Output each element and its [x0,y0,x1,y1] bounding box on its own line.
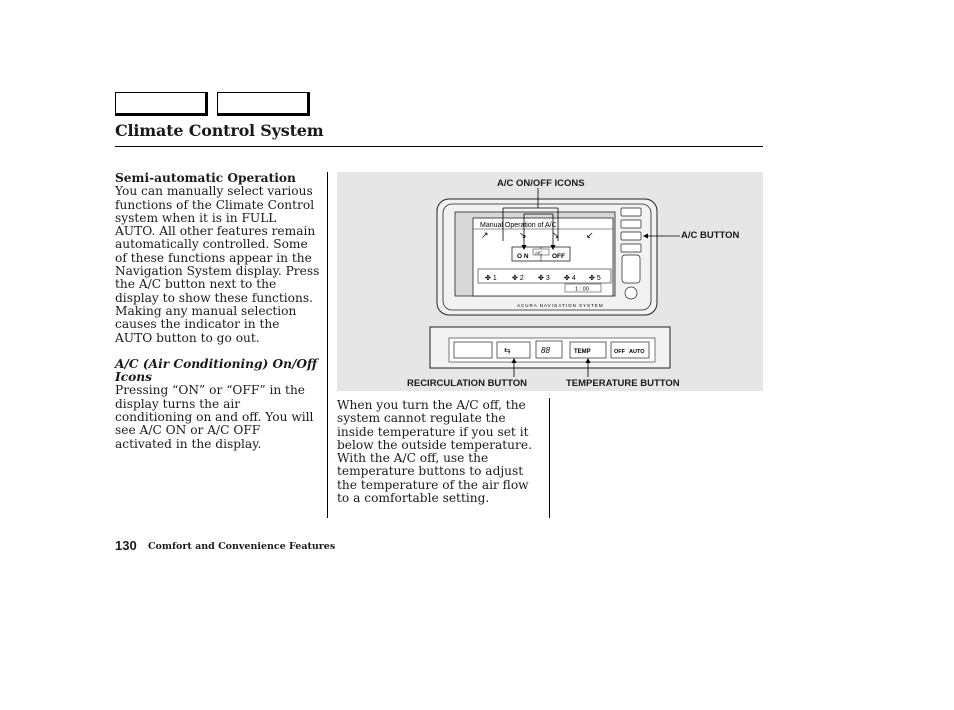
ac-on-icon[interactable]: O N [517,253,529,260]
ac-button[interactable] [621,232,641,240]
paragraph-semi-automatic: You can manually select various functions of the Climate Control system when it is in FULL AUTO. All other features remain automatically controlled. Some of these functions appear in the Navigation System display. Press the A/C button next to the display to show these functions. Making any manual selection causes the indicator in the AUTO button to go out. [115,184,320,345]
heading-semi-automatic: Semi-automatic Operation [115,171,296,185]
select-knob[interactable] [625,287,637,299]
paragraph-ac-off: When you turn the A/C off, the system cannot regulate the inside temperature if you set it below the outside temperature. With the A/C off, use the temperature buttons to adjust the temperature of the air flow to a comfortable setting. [337,398,532,506]
nav-button-4[interactable] [621,244,641,252]
label-recirculation-button: RECIRCULATION BUTTON [407,378,527,389]
left-column [115,172,320,451]
footer-section: Comfort and Convenience Features [148,541,336,552]
section-tab-1 [115,92,208,116]
title-rule [115,146,763,147]
nav-button-1[interactable] [621,208,641,216]
right-column [337,399,542,505]
mode-icon-2: ↘ [519,230,527,240]
page-title: Climate Control System [115,121,324,140]
mode-icon-1: ↗ [481,230,489,240]
page-number: 130 [115,538,137,553]
heading-ac-icons: A/C (Air Conditioning) On/Off Icons [115,356,318,385]
label-ac-onoff-icons: A/C ON/OFF ICONS [497,178,585,189]
fan-level-4[interactable]: ✤ 4 [564,275,576,282]
ac-off-icon[interactable]: OFF [552,253,565,260]
off-button-text: OFF [614,349,625,355]
screen-title: Manual Operation of A/C [480,222,557,229]
zoom-rocker[interactable] [622,255,640,283]
recirculation-icon: ⇆ [504,346,511,355]
brand-text: ACURA NAVIGATION SYSTEM [517,303,604,308]
fan-level-1[interactable]: ✤ 1 [485,275,497,282]
nav-button-2[interactable] [621,220,641,228]
screen-clock: 1 : 00 [575,286,589,293]
ac-tag: A/C [535,250,543,256]
fan-level-2[interactable]: ✤ 2 [512,275,524,282]
recirculation-button[interactable] [497,342,530,358]
mode-icon-3: ↘ [552,230,560,240]
label-ac-button: A/C BUTTON [681,230,740,241]
climate-figure [337,172,763,391]
climate-panel-illustration [337,172,763,391]
defrost-button[interactable] [454,342,492,358]
auto-text: AUTO [629,349,645,355]
section-tab-2 [217,92,310,116]
column-divider-left [327,172,328,518]
display-digits: 88 [541,346,550,355]
fan-level-5[interactable]: ✤ 5 [589,275,601,282]
label-temperature-button: TEMPERATURE BUTTON [566,378,680,389]
fan-level-3[interactable]: ✤ 3 [538,275,550,282]
mode-icon-4: ↙ [586,230,594,240]
paragraph-ac-icons: Pressing “ON” or “OFF” in the display turns the air conditioning on and off. You will see A/C ON or A/C OFF activated in the display. [115,383,314,451]
column-divider-right [549,398,550,518]
temp-text: TEMP [574,349,591,355]
